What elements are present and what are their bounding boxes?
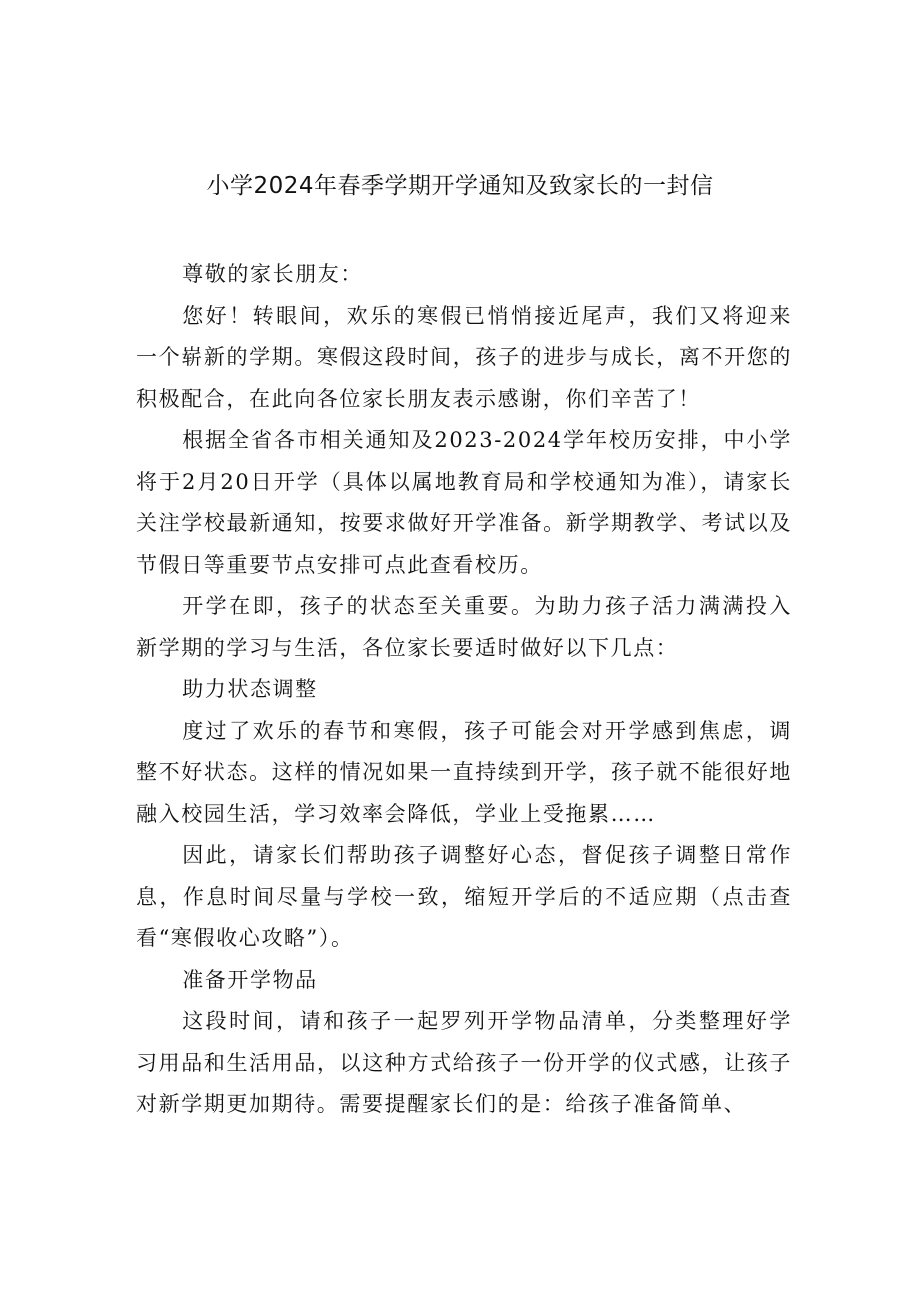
section-heading-state-adjustment: 助力状态调整 (182, 677, 318, 701)
paragraph-supplies: 这段时间，请和孩子一起罗列开学物品清单，分类整理好学习用品和生活用品，以这种方式给孩子一份开学的仪式感，让孩子对新学期更加期待。需要提醒家长们的是：给孩子准备简单、 (136, 1009, 792, 1116)
paragraph-anxiety: 度过了欢乐的春节和寒假，孩子可能会对开学感到焦虑，调整不好状态。这样的情况如果一直持续到开学，孩子就不能很好地融入校园生活，学习效率会降低，学业上受拖累…… (136, 718, 792, 826)
document-body (136, 254, 792, 1126)
salutation: 尊敬的家长朋友： (182, 262, 363, 286)
paragraph-preparation-intro: 开学在即，孩子的状态至关重要。为助力孩子活力满满投入新学期的学习与生活，各位家长要适时做好以下几点： (136, 594, 792, 660)
section-heading-supplies: 准备开学物品 (182, 967, 318, 992)
paragraph-school-start: 根据全省各市相关通知及2023-2024学年校历安排，中小学将于2月20日开学（具体以属地教育局和学校通知为准），请家长关注学校最新通知，按要求做好开学准备。新学期教学、考试以及节假日等重要节点安排可点此查看校历。 (136, 428, 792, 577)
paragraph-greeting: 您好！转眼间，欢乐的寒假已悄悄接近尾声，我们又将迎来一个崭新的学期。寒假这段时间，孩子的进步与成长，离不开您的积极配合，在此向各位家长朋友表示感谢，你们辛苦了！ (136, 303, 792, 411)
document-title: 小学2024年春季学期开学通知及致家长的一封信 (206, 173, 714, 199)
paragraph-routine-advice: 因此，请家长们帮助孩子调整好心态，督促孩子调整日常作息，作息时间尽量与学校一致，缩短开学后的不适应期（点击查看“寒假收心攻略”）。 (136, 843, 792, 950)
